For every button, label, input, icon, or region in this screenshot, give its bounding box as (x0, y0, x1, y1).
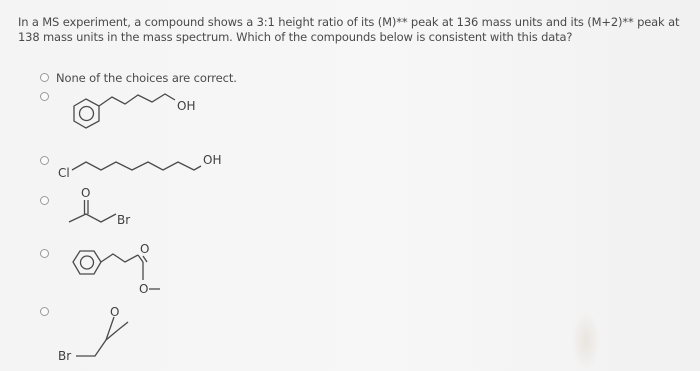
carbonyl-bond-b (143, 256, 147, 262)
carbon-chain (69, 214, 116, 222)
epoxide-oxygen-label: O (110, 305, 120, 319)
option-2-structure[interactable] (74, 94, 195, 128)
question-text: In a MS experiment, a compound shows a 3:1 height ratio of its (M)** peak at 136 mass units and its (M+2)** peak at 138 mass units in the mass spectrum. Which of the compounds below is consistent with this data? (18, 15, 680, 44)
chain-link (101, 254, 138, 262)
carbonyl-bond-a (138, 255, 143, 262)
aromatic-circle (81, 256, 94, 269)
carbon-chain (72, 162, 201, 170)
carbonyl-oxygen-label: O (81, 186, 91, 200)
aromatic-circle (80, 107, 94, 121)
option-5-structure[interactable] (73, 242, 160, 296)
chloro-label: Cl (58, 166, 70, 180)
bromo-label: Br (117, 213, 131, 227)
benzene-ring (73, 251, 101, 274)
option-4-structure[interactable] (69, 186, 130, 227)
carbon-chain (76, 330, 118, 356)
benzene-ring (74, 99, 99, 128)
option-3-structure[interactable] (58, 153, 221, 180)
option-none-label: None of the choices are correct. (56, 71, 237, 85)
hydroxyl-label: OH (203, 153, 222, 167)
carbonyl-oxygen-label: O (140, 242, 150, 256)
bromo-label: Br (58, 349, 72, 363)
hydroxyl-label: OH (177, 99, 196, 113)
option-6-structure[interactable] (58, 305, 128, 363)
ester-oxygen-label: O (139, 282, 149, 296)
epoxide-bond-b (118, 322, 128, 330)
carbon-chain (99, 94, 175, 106)
photo-smudge (572, 311, 600, 371)
